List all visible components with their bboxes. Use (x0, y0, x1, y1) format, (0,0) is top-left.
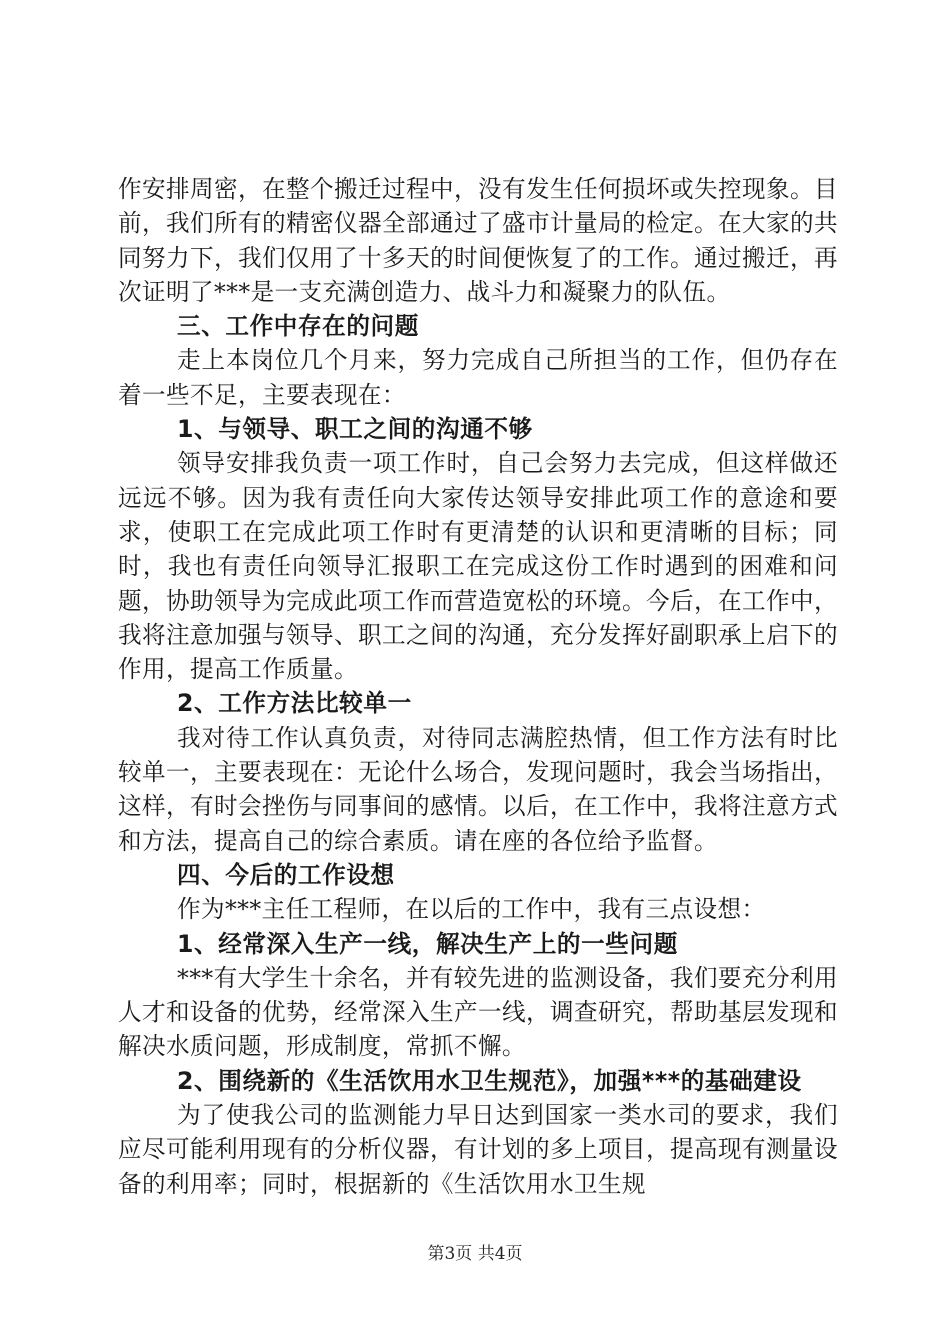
page-footer: 第3页 共4页 (427, 1244, 523, 1264)
subsection-heading: 1、经常深入生产一线，解决生产上的一些问题 (177, 929, 678, 958)
subsection-heading: 1、与领导、职工之间的沟通不够 (177, 415, 533, 444)
body-paragraph: 我对待工作认真负责，对待同志满腔热情，但工作方法有时比较单一，主要表现在：无论什么场合，发现问题时，我会当场指出，这样，有时会挫伤与同事间的感情。以后，在工作中，我将注意方式和方法，提高自己的综合素质。请在座的各位给予监督。 (118, 723, 838, 855)
body-paragraph: 走上本岗位几个月来，努力完成自己所担当的工作，但仍存在着一些不足，主要表现在： (118, 346, 838, 409)
subsection-heading: 2、工作方法比较单一 (177, 689, 412, 718)
section-heading: 三、工作中存在的问题 (177, 312, 419, 341)
body-paragraph: 领导安排我负责一项工作时，自己会努力去完成，但这样做还远远不够。因为我有责任向大家传达领导安排此项工作的意途和要求，使职工在完成此项工作时有更清楚的认识和更清晰的目标；同时，我也有责任向领导汇报职工在完成这份工作时遇到的困难和问题，协助领导为完成此项工作而营造宽松的环境。今后，在工作中，我将注意加强与领导、职工之间的沟通，充分发挥好副职承上启下的作用，提高工作质量。 (118, 449, 838, 684)
body-paragraph: 作为***主任工程师，在以后的工作中，我有三点设想： (177, 895, 766, 924)
body-paragraph: 作安排周密，在整个搬迁过程中，没有发生任何损坏或失控现象。目前，我们所有的精密仪器全部通过了盛市计量局的检定。在大家的共同努力下，我们仅用了十多天的时间便恢复了的工作。通过搬迁，再次证明了***是一支充满创造力、战斗力和凝聚力的队伍。 (118, 175, 838, 306)
section-heading: 四、今后的工作设想 (177, 860, 395, 889)
body-paragraph: ***有大学生十余名，并有较先进的监测设备，我们要充分利用人才和设备的优势，经常深入生产一线，调查研究，帮助基层发现和解决水质问题，形成制度，常抓不懈。 (118, 963, 838, 1061)
subsection-heading: 2、围绕新的《生活饮用水卫生规范》，加强***的基础建设 (177, 1066, 802, 1095)
document-body (118, 172, 838, 1201)
body-paragraph: 为了使我公司的监测能力早日达到国家一类水司的要求，我们应尽可能利用现有的分析仪器，有计划的多上项目，提高现有测量设备的利用率；同时，根据新的《生活饮用水卫生规 (118, 1101, 838, 1198)
